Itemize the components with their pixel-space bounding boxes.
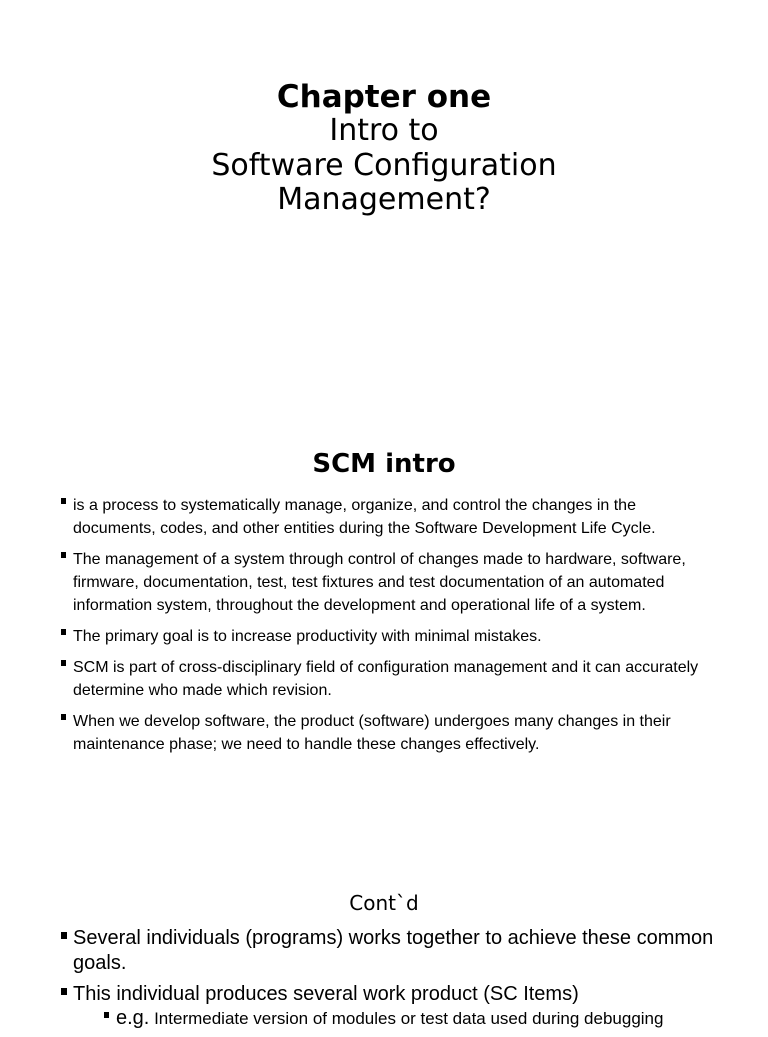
bullet-list: [59, 494, 709, 764]
bullet-text: This individual produces several work product (SC Items): [73, 983, 579, 1005]
slide-subtitle: [0, 114, 768, 218]
bullet-list: [59, 926, 719, 1037]
bullet-item: SCM is part of cross-disciplinary field of configuration management and it can accurately determine who made which revision.: [59, 656, 709, 702]
slide-title: Cont`d: [349, 891, 419, 915]
bullet-item: The management of a system through control of changes made to hardware, software, firmware, documentation, test, test fixtures and test documentation of an automated information system, throughout the development and operational life of a system.: [59, 548, 709, 617]
slide-title: SCM intro: [312, 449, 456, 479]
sub-bullet-prefix: e.g.: [116, 1006, 150, 1029]
slide-contd: [0, 870, 768, 1029]
chapter-heading: Chapter one: [276, 79, 492, 115]
bullet-item: The primary goal is to increase productivity with minimal mistakes.: [59, 625, 709, 648]
sub-bullet-item: [73, 1007, 719, 1030]
sub-bullet-text: Intermediate version of modules or test data used during debugging: [149, 1008, 664, 1028]
bullet-item: Several individuals (programs) works together to achieve these common goals.: [59, 926, 719, 975]
subtitle-line-3: Management?: [277, 182, 491, 217]
bullet-item: When we develop software, the product (software) undergoes many changes in their maintenance phase; we need to handle these changes effectively.: [59, 710, 709, 756]
subtitle-line-2: Software Configuration: [211, 147, 557, 183]
slide-title: [0, 0, 768, 290]
bullet-item: is a process to systematically manage, organize, and control the changes in the documents, codes, and other entities during the Software Development Life Cycle.: [59, 494, 709, 540]
sub-bullet-list: [73, 1007, 719, 1030]
bullet-item: [59, 982, 719, 1030]
slide-scm-intro: [0, 430, 768, 830]
subtitle-line-1: Intro to: [329, 113, 439, 148]
